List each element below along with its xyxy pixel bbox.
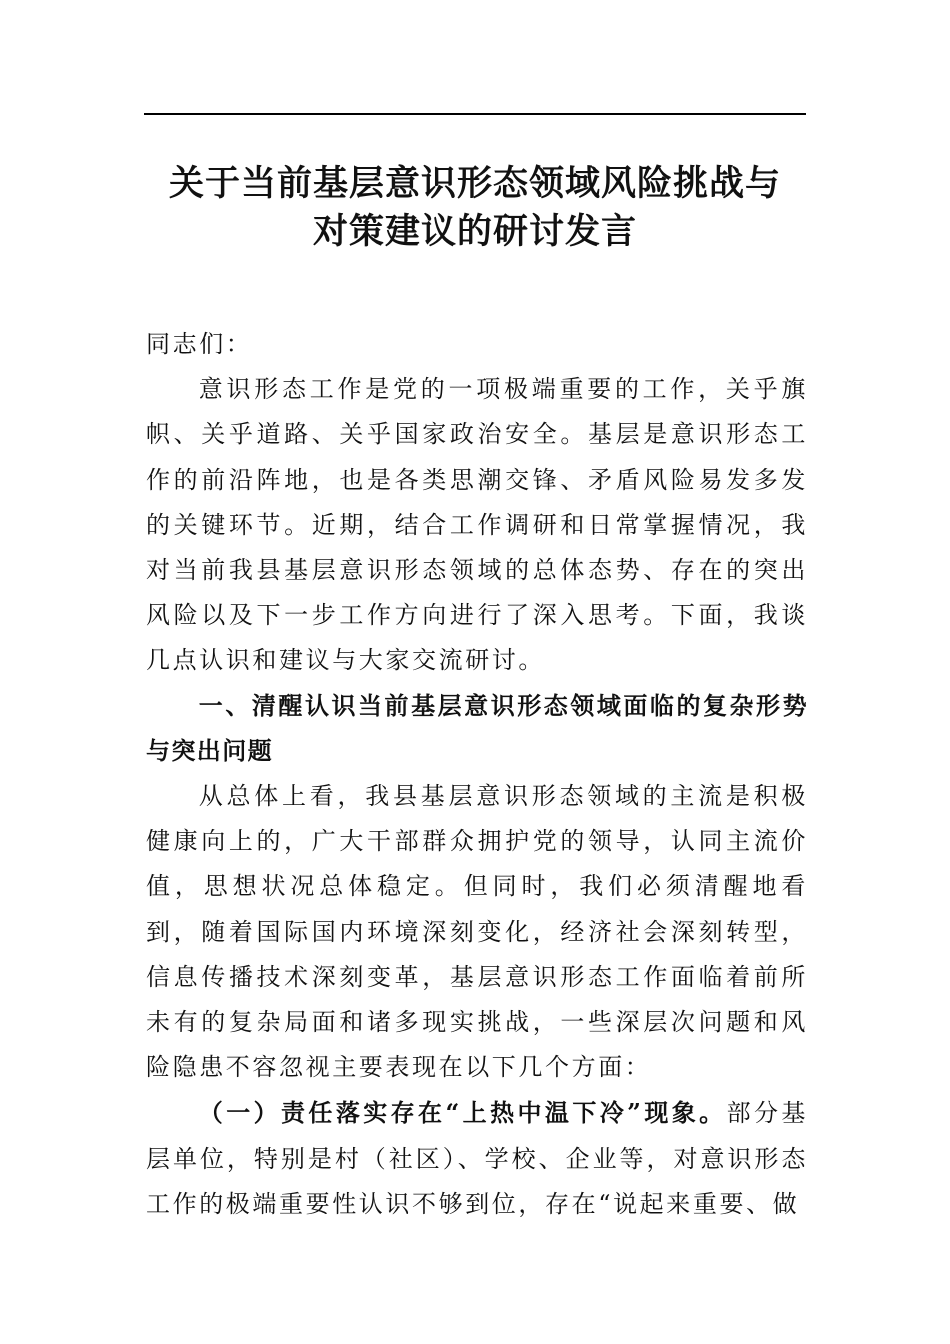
title-line-1: 关于当前基层意识形态领域风险挑战与 xyxy=(168,164,781,204)
subsection-1-paragraph xyxy=(146,1090,808,1227)
section-1-heading: 一、清醒认识当前基层意识形态领域面临的复杂形势与突出问题 xyxy=(146,691,808,765)
intro-paragraph: 意识形态工作是党的一项极端重要的工作，关乎旗帜、关乎道路、关乎国家政治安全。基层是意识形态工作的前沿阵地，也是各类思潮交锋、矛盾风险易发多发的关键环节。近期，结合工作调研和日常掌握情况，我对当前我县基层意识形态领域的总体态势、存在的突出风险以及下一步工作方向进行了深入思考。下面，我谈几点认识和建议与大家交流研讨。 xyxy=(146,375,808,675)
header-rule xyxy=(144,113,806,115)
document-body xyxy=(146,322,808,1227)
title-line-2: 对策建议的研讨发言 xyxy=(312,212,637,252)
subsection-1-title: （一）责任落实存在“上热中温下冷”现象。 xyxy=(198,1098,727,1128)
salutation: 同志们： xyxy=(146,330,253,358)
section-1-paragraph: 从总体上看，我县基层意识形态领域的主流是积极健康向上的，广大干部群众拥护党的领导，认同主流价值，思想状况总体稳定。但同时，我们必须清醒地看到，随着国际国内环境深刻变化，经济社会深刻转型，信息传播技术深刻变革，基层意识形态工作面临着前所未有的复杂局面和诸多现实挑战，一些深层次问题和风险隐患不容忽视主要表现在以下几个方面： xyxy=(146,782,808,1082)
subsection-1-text: 部分基层单位，特别是村（社区）、学校、企业等，对意识形态工作的极端重要性认识不够到位，存在“说起来重要、做 xyxy=(146,1099,808,1218)
document-title xyxy=(0,160,950,256)
